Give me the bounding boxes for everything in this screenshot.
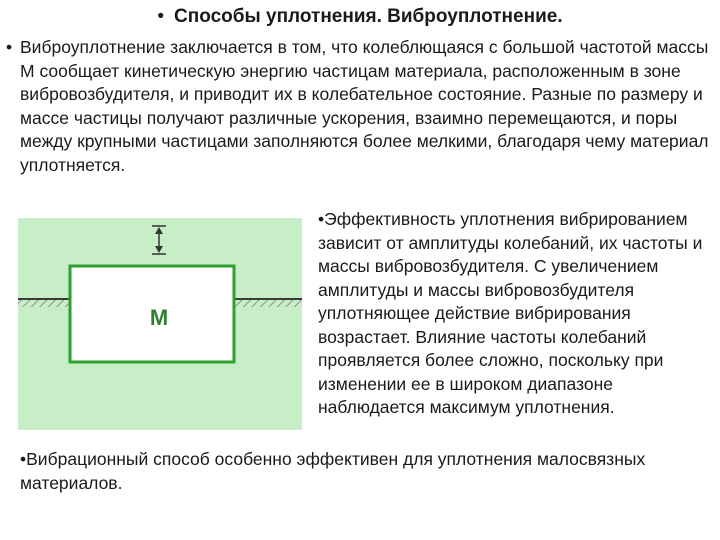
title-bullet: • bbox=[157, 6, 165, 27]
slide-title bbox=[0, 6, 720, 28]
left-ground-hatch bbox=[18, 299, 70, 307]
slide-title-text: Способы уплотнения. Виброуплотнение. bbox=[174, 6, 563, 27]
paragraph-vibro-definition-text: Виброуплотнение заключается в том, что колеблющаяся с большой частотой массы М сообщает кинетическую энергию частицам материала, расположенным в зоне вибровозбудителя, и приводит их в колебательное состояние. Разные по размеру и массе частицы получают различные ускорения, взаимно перемещаются, и поры между крупными частицами заполняются более мелкими, благодаря чему материал уплотняется. bbox=[20, 37, 709, 175]
paragraph-vibro-definition bbox=[6, 36, 710, 177]
paragraph-efficiency: •Эффективность уплотнения вибрированием зависит от амплитуды колебаний, их частоты и массы вибровозбудителя. С увеличением амплитуды и массы вибровозбудителя уплотняющее действие вибрирования возрастает. Влияние частоты колебаний проявляется более сложно, поскольку при изменении ее в широком диапазоне наблюдается максимум уплотнения. bbox=[318, 209, 703, 417]
right-ground-hatch bbox=[234, 299, 302, 307]
mass-label: M bbox=[149, 305, 169, 330]
vibration-mass-diagram bbox=[18, 218, 302, 430]
paragraph-vibration-method: •Вибрационный способ особенно эффективен для уплотнения малосвязных материалов. bbox=[20, 449, 646, 493]
paragraph-bullet: • bbox=[6, 37, 13, 57]
